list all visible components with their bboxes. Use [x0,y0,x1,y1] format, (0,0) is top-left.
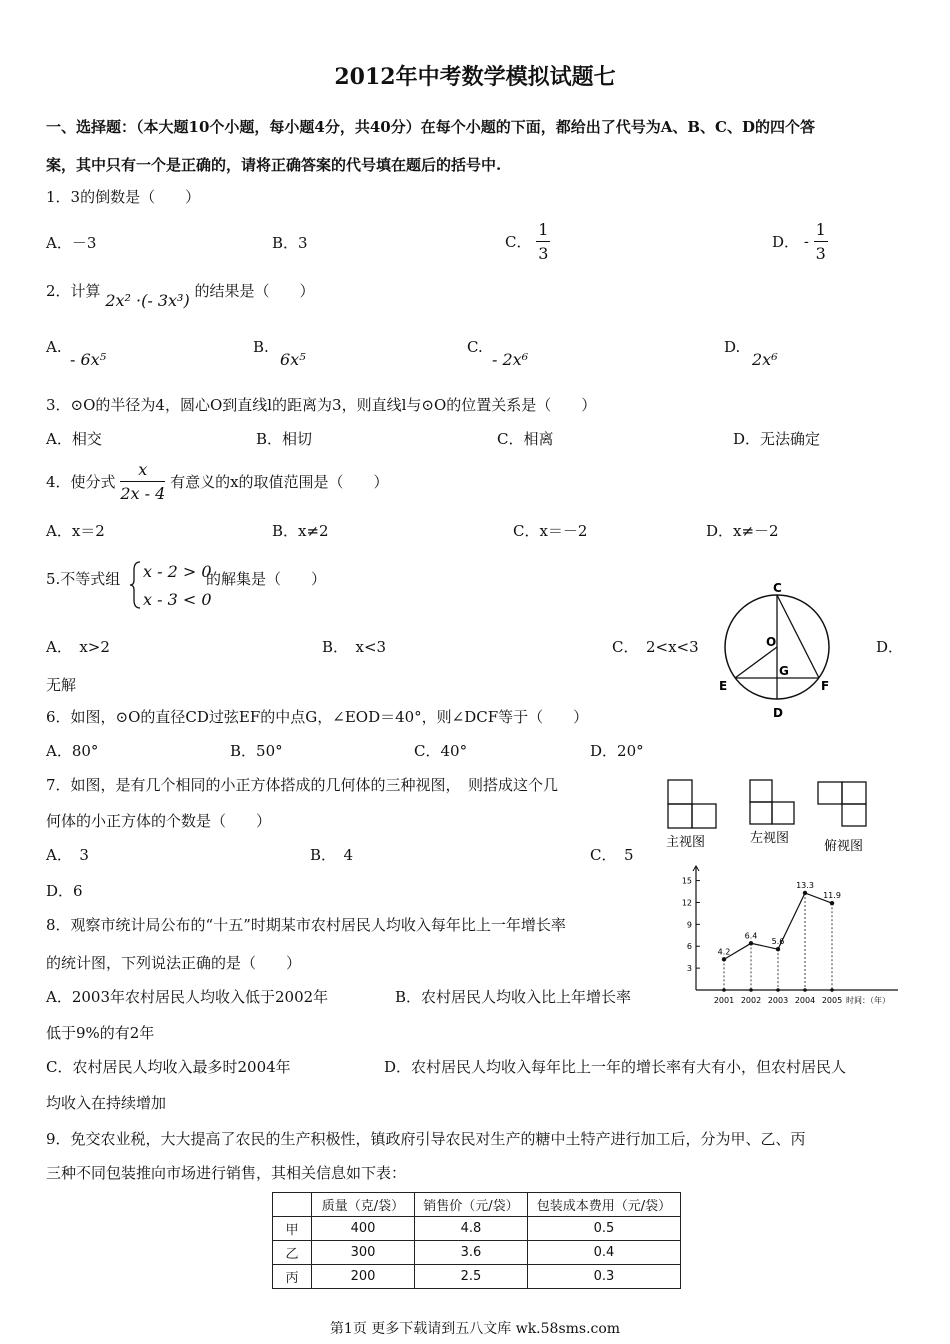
q5-inequality-1: x - 2 > 0 [143,562,212,581]
q7-stem-line1: 7．如图，是有几个相同的小正方体搭成的几何体的三种视图， 则搭成这个几 [46,776,559,794]
table-cell: 2.5 [415,1265,528,1289]
q1-d-numerator: 1 [814,220,828,242]
table-row [273,1217,681,1241]
table-header-row [273,1193,681,1217]
q8-option-b-line2: 低于9%的有2年 [46,1024,155,1042]
table-cell: 0.4 [528,1241,681,1265]
q4-option-b: B．x≠2 [272,522,329,540]
data-label: 13.3 [796,880,814,890]
table-row [273,1265,681,1289]
q7-option-d: D．6 [46,882,83,900]
q2-option-b-label: B. [253,338,269,356]
q3-option-c: C．相离 [497,430,554,448]
data-point [749,941,753,945]
x-tick-label: 2004 [794,996,816,1005]
q7-option-c: C． 5 [590,846,634,864]
page-title: 2012年中考数学模拟试题七 [334,64,616,90]
table-cell: 甲 [273,1217,312,1241]
table-cell: 0.5 [528,1217,681,1241]
q1-c-numerator: 1 [536,220,550,242]
q1-option-d-sign: - [803,232,809,251]
label-g: G [779,664,789,678]
y-tick-label: 15 [681,876,692,886]
q4-option-a: A．x＝2 [46,522,105,540]
table-header-cell [273,1193,312,1217]
q6-stem: 6．如图，⊙O的直径CD过弦EF的中点G，∠EOD＝40°，则∠DCF等于（ ） [46,708,589,726]
q6-option-c: C．40° [414,742,468,760]
q6-circle-figure [710,580,850,730]
label-f: F [821,679,830,693]
q4-denominator: 2x - 4 [120,484,166,503]
data-label: 4.2 [717,947,731,957]
q3-stem: 3．⊙O的半径为4，圆心O到直线l的距离为3，则直线l与⊙O的位置关系是（ ） [46,396,597,414]
q3-option-a: A．相交 [46,430,102,448]
chart-axes [682,866,898,1005]
q8-option-d-line2: 均收入在持续增加 [46,1094,167,1112]
table-cell: 300 [312,1241,415,1265]
q5-inequality-2: x - 3 < 0 [143,590,212,609]
q4-fraction [120,460,165,503]
q2-option-a-expr: - 6x⁵ [70,350,107,369]
x-tick-label: 2003 [767,996,789,1005]
q4-stem-post: 有意义的x的取值范围是（ ） [170,473,389,491]
x-tick-label: 2001 [713,996,735,1005]
table-cell: 3.6 [415,1241,528,1265]
q1-d-denominator: 3 [815,244,826,263]
q1-option-c-label: C． [505,233,532,251]
left-view [750,780,794,824]
page-footer: 第1页 更多下载请到五八文库 wk.58sms.com [329,1321,621,1337]
table-header-cell: 销售价（元/袋） [415,1193,528,1217]
label-d: D [773,706,783,720]
table-cell: 乙 [273,1241,312,1265]
x-tick-label: 2005 [821,996,843,1005]
table-cell: 4.8 [415,1217,528,1241]
label-e: E [719,679,728,693]
q7-stem-line2: 何体的小正方体的个数是（ ） [46,812,272,830]
q1-option-b: B．3 [272,234,308,252]
q8-option-b-line1: B．农村居民人均收入比上年增长率 [395,988,632,1006]
q8-option-d-line1: D．农村居民人均收入每年比上一年的增长率有大有小，但农村居民人 [384,1058,847,1076]
q6-option-a: A．80° [46,742,99,760]
q8-option-a: A．2003年农村居民人均收入低于2002年 [46,988,329,1006]
q5-option-c: C． 2<x<3 [612,638,699,656]
q5-option-b: B． x<3 [322,638,387,656]
q1-c-denominator: 3 [538,244,549,263]
q5-stem-post: 的解集是（ ） [206,570,327,588]
x-tick-label: 2002 [740,996,762,1005]
q5-option-d: D． [876,638,904,656]
q6-option-b: B．50° [230,742,283,760]
segment-oe [735,647,777,678]
q5-brace [128,560,142,610]
q8-stem-line2: 的统计图，下列说法正确的是（ ） [46,954,302,972]
data-label: 5.6 [771,937,785,947]
table-cell: 丙 [273,1265,312,1289]
q4-stem-pre: 4．使分式 [46,473,116,491]
table-row [273,1241,681,1265]
q8-stem-line1: 8．观察市统计局公布的“十五”时期某市农村居民人均收入每年比上一年增长率 [46,916,566,934]
q4-option-c: C．x＝－2 [513,522,588,540]
y-tick-label: 3 [686,964,692,974]
q9-stem-line1: 9．免交农业税，大大提高了农民的生产积极性，镇政府引导农民对生产的糖中土特产进行加工后，分为甲、乙、丙 [46,1130,806,1148]
y-tick-label: 12 [681,898,692,908]
q7-option-a: A． 3 [46,846,89,864]
data-point [776,947,780,951]
q2-option-d-expr: 2x⁶ [752,350,778,369]
front-view [668,780,716,828]
q1-option-d [772,220,828,263]
q3-option-d: D．无法确定 [733,430,821,448]
table-cell: 0.3 [528,1265,681,1289]
q1-option-a: A．－3 [46,234,97,252]
data-point [722,957,726,961]
q1-option-d-fraction [814,220,828,263]
q6-option-d: D．20° [590,742,644,760]
q4-stem [46,460,389,503]
q2-option-c-expr: - 2x⁶ [492,350,529,369]
q4-numerator: x [120,460,165,482]
q4-option-d: D．x≠－2 [706,522,779,540]
q1-option-d-label: D． [772,233,800,251]
data-point [830,901,834,905]
q2-stem-pre: 2．计算 [46,282,101,300]
q2-option-c-label: C. [467,338,483,356]
data-label: 6.4 [744,931,758,941]
front-view-label: 主视图 [666,835,706,850]
table-header-cell: 质量（克/袋） [312,1193,415,1217]
x-axis-label: 时间：（年） [846,996,890,1005]
q1-option-c-fraction [536,220,550,263]
q3-option-b: B．相切 [256,430,313,448]
label-c: C [773,581,782,595]
q5-option-d-content: 无解 [46,676,77,694]
q2-stem-post: 的结果是（ ） [194,282,315,300]
table-cell: 200 [312,1265,415,1289]
q7-option-b: B． 4 [310,846,354,864]
q7-three-views [662,776,882,858]
q8-line-chart [676,862,912,1012]
top-view [818,782,866,826]
section-instructions-line2: 案，其中只有一个是正确的，请将正确答案的代号填在题后的括号中. [46,156,502,174]
q2-expression: 2x² ·(- 3x³) [105,291,190,310]
q9-stem-line2: 三种不同包装推向市场进行销售，其相关信息如下表： [46,1164,407,1182]
table-header-cell: 包装成本费用（元/袋） [528,1193,681,1217]
y-tick-label: 6 [686,942,692,952]
data-point [803,891,807,895]
q2-option-d-label: D. [724,338,741,356]
q1-stem: 1．3的倒数是（ ） [46,188,201,206]
q8-option-c: C．农村居民人均收入最多时2004年 [46,1058,291,1076]
top-view-label: 俯视图 [824,839,864,854]
label-o: O [766,635,777,649]
y-tick-label: 9 [686,920,692,930]
q2-option-a-label: A. [46,338,62,356]
q1-option-c [505,220,550,263]
section-instructions-line1: 一、选择题：（本大题10个小题，每小题4分，共40分）在每个小题的下面，都给出了代号为A、B、C、D的四个答 [46,118,815,136]
left-view-label: 左视图 [750,831,790,846]
chart-marks [718,881,841,990]
q2-option-b-expr: 6x⁵ [280,350,306,369]
table-cell: 400 [312,1217,415,1241]
data-label: 11.9 [823,891,841,901]
q5-option-a: A． x>2 [46,638,110,656]
q9-info-table [272,1192,681,1289]
q5-stem-pre: 5.不等式组 [46,570,121,588]
q2-stem [46,280,315,310]
